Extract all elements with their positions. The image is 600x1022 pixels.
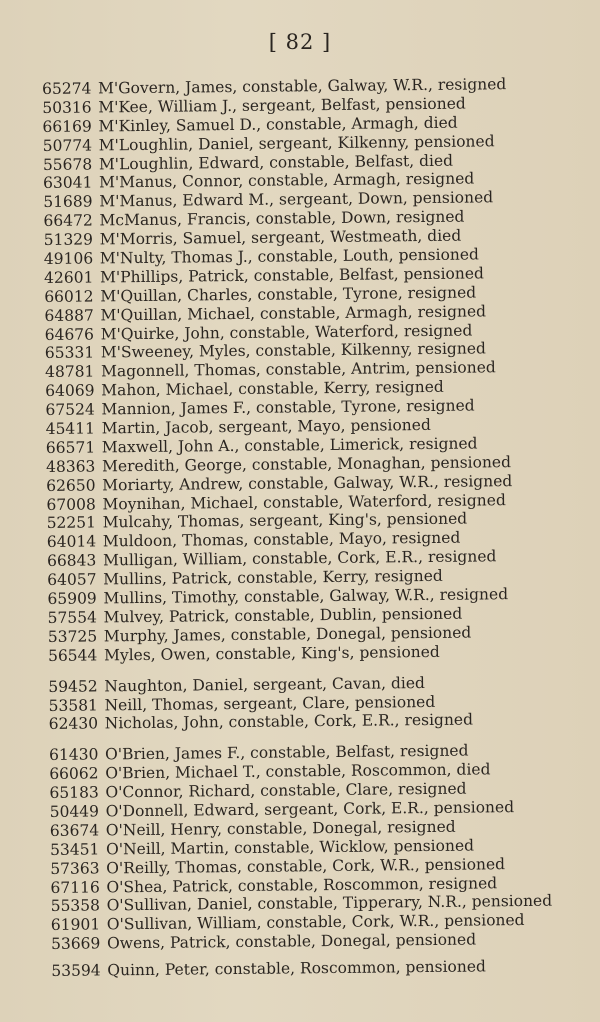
registration-number: 65331 bbox=[44, 343, 95, 363]
entry-text: Myles, Owen, constable, King's, pensioned bbox=[103, 642, 440, 665]
entry-text: Meredith, George, constable, Monaghan, pensioned bbox=[101, 452, 512, 476]
registration-number: 55358 bbox=[50, 896, 101, 916]
entry-text: M'Quillan, Charles, constable, Tyrone, resigned bbox=[100, 283, 477, 306]
entry-text: O'Sullivan, William, constable, Cork, W.R., pensioned bbox=[106, 911, 525, 934]
entry-text: Murphy, James, constable, Donegal, pensioned bbox=[103, 623, 472, 646]
registration-number: 62650 bbox=[46, 476, 96, 495]
entry-text: M'Loughlin, Edward, constable, Belfast, died bbox=[98, 151, 454, 173]
entry-text: M'Manus, Edward M., sergeant, Down, pensioned bbox=[99, 188, 494, 211]
registration-number: 61430 bbox=[48, 745, 99, 765]
registration-number: 67524 bbox=[45, 400, 95, 420]
page-number: [ 82 ] bbox=[268, 30, 332, 54]
entry-text: Muldoon, Thomas, constable, Mayo, resigned bbox=[102, 529, 461, 551]
registration-number: 67116 bbox=[50, 877, 100, 897]
registration-number: 53594 bbox=[51, 961, 101, 981]
registration-number: 42601 bbox=[43, 268, 94, 287]
registration-number: 64676 bbox=[44, 325, 95, 344]
registration-number: 64014 bbox=[46, 532, 97, 552]
registration-number: 59452 bbox=[48, 677, 98, 696]
registration-number: 53451 bbox=[49, 840, 100, 859]
entry-text: O'Donnell, Edward, sergeant, Cork, E.R., pensioned bbox=[105, 798, 515, 821]
entry-text: O'Sullivan, Daniel, constable, Tipperary, N.R., pensioned bbox=[106, 892, 553, 915]
entry-text: M'Sweeney, Myles, constable, Kilkenny, resigned bbox=[100, 339, 486, 362]
registration-number: 65274 bbox=[42, 79, 92, 98]
registration-number: 48363 bbox=[45, 457, 96, 476]
registration-number: 65183 bbox=[49, 783, 99, 803]
entry-text: O'Connor, Richard, constable, Clare, resigned bbox=[105, 779, 467, 802]
entry-text: O'Neill, Martin, constable, Wicklow, pensioned bbox=[105, 836, 475, 859]
entry-text: O'Shea, Patrick, constable, Roscommon, resigned bbox=[106, 873, 498, 896]
entry-text: Mulvey, Patrick, constable, Dublin, pensioned bbox=[103, 604, 463, 627]
registration-number: 66062 bbox=[49, 764, 99, 784]
entry-text: Mannion, James F., constable, Tyrone, resigned bbox=[101, 396, 475, 419]
registration-number: 49106 bbox=[43, 249, 94, 269]
registration-number: 50449 bbox=[49, 802, 100, 821]
registration-number: 57363 bbox=[50, 859, 100, 878]
registration-number: 57554 bbox=[47, 608, 98, 627]
registration-number: 63674 bbox=[49, 821, 100, 840]
registration-number: 62430 bbox=[48, 714, 99, 734]
registration-number: 51329 bbox=[43, 230, 94, 250]
entry-text: Mullins, Timothy, constable, Galway, W.R., resigned bbox=[103, 585, 509, 608]
entry-text: Mulligan, William, constable, Cork, E.R., resigned bbox=[102, 547, 497, 570]
registration-number: 64057 bbox=[47, 570, 97, 590]
registration-number: 52251 bbox=[46, 513, 97, 533]
entry-text: Magonnell, Thomas, constable, Antrim, pensioned bbox=[100, 358, 496, 381]
entry-text: Mulcahy, Thomas, sergeant, King's, pensioned bbox=[102, 510, 468, 532]
registration-number: 50774 bbox=[42, 136, 93, 155]
entry-text: M'Phillips, Patrick, constable, Belfast, pensioned bbox=[99, 264, 485, 287]
registration-number: 66012 bbox=[44, 287, 94, 306]
registration-number: 45411 bbox=[45, 419, 96, 439]
registration-number: 55678 bbox=[42, 155, 93, 174]
entry-text: M'Govern, James, constable, Galway, W.R., resigned bbox=[97, 75, 507, 98]
entry-text: O'Reilly, Thomas, constable, Cork, W.R., pensioned bbox=[106, 854, 506, 877]
entry-text: O'Brien, James F., constable, Belfast, resigned bbox=[104, 741, 469, 764]
registration-number: 61901 bbox=[50, 915, 101, 935]
entry-text: Mullins, Patrick, constable, Kerry, resigned bbox=[103, 566, 443, 589]
entry-text: M'Quirke, John, constable, Waterford, resigned bbox=[100, 321, 473, 343]
registration-number: 65909 bbox=[47, 589, 97, 609]
entry-text: O'Neill, Henry, constable, Donegal, resigned bbox=[105, 817, 456, 840]
entry-text: McManus, Francis, constable, Down, resigned bbox=[99, 207, 465, 230]
entry-text: Maxwell, John A., constable, Limerick, resigned bbox=[101, 434, 478, 457]
entry-text: M'Morris, Samuel, sergeant, Westmeath, died bbox=[99, 226, 462, 249]
entry-text: M'Nulty, Thomas J., constable, Louth, pensioned bbox=[99, 245, 480, 268]
registration-number: 53581 bbox=[48, 695, 98, 715]
entry-text: M'Kee, William J., sergeant, Belfast, pensioned bbox=[98, 94, 466, 117]
entry-text: Owens, Patrick, constable, Donegal, pensioned bbox=[106, 930, 477, 953]
entry-text: Quinn, Peter, constable, Roscommon, pensioned bbox=[107, 957, 486, 980]
entry-text: Moriarty, Andrew, constable, Galway, W.R., resigned bbox=[102, 471, 513, 495]
registration-number: 66169 bbox=[42, 117, 92, 136]
registration-number: 64069 bbox=[45, 381, 95, 401]
entry-text: M'Manus, Connor, constable, Armagh, resigned bbox=[98, 169, 475, 192]
registration-number: 66843 bbox=[46, 551, 97, 571]
entry-text: M'Loughlin, Daniel, sergeant, Kilkenny, pensioned bbox=[98, 131, 495, 155]
registration-number: 56544 bbox=[47, 646, 98, 665]
registration-number: 66472 bbox=[43, 211, 93, 231]
entry-list bbox=[42, 74, 600, 981]
entry-text: Neill, Thomas, sergeant, Clare, pensioned bbox=[104, 692, 436, 714]
entry-text: Naughton, Daniel, sergeant, Cavan, died bbox=[104, 673, 425, 695]
registration-number: 67008 bbox=[46, 495, 96, 514]
registration-number: 48781 bbox=[44, 362, 95, 382]
registration-number: 53725 bbox=[47, 627, 98, 646]
entry-text: Martin, Jacob, sergeant, Mayo, pensioned bbox=[101, 415, 431, 438]
registration-number: 66571 bbox=[45, 438, 96, 457]
registration-number: 63041 bbox=[42, 173, 93, 193]
entry-text: M'Kinley, Samuel D., constable, Armagh, died bbox=[98, 113, 458, 136]
registration-number: 53669 bbox=[50, 934, 101, 954]
entry-text: Mahon, Michael, constable, Kerry, resigned bbox=[101, 378, 444, 400]
entry-text: Moynihan, Michael, constable, Waterford, resigned bbox=[102, 490, 506, 513]
entry-text: Nicholas, John, constable, Cork, E.R., resigned bbox=[104, 710, 474, 733]
registration-number: 50316 bbox=[42, 98, 92, 117]
entry-text: O'Brien, Michael T., constable, Roscommon, died bbox=[105, 760, 491, 783]
registration-number: 64887 bbox=[44, 306, 94, 325]
entry-text: M'Quillan, Michael, constable, Armagh, resigned bbox=[100, 302, 487, 325]
registration-number: 51689 bbox=[43, 192, 93, 212]
